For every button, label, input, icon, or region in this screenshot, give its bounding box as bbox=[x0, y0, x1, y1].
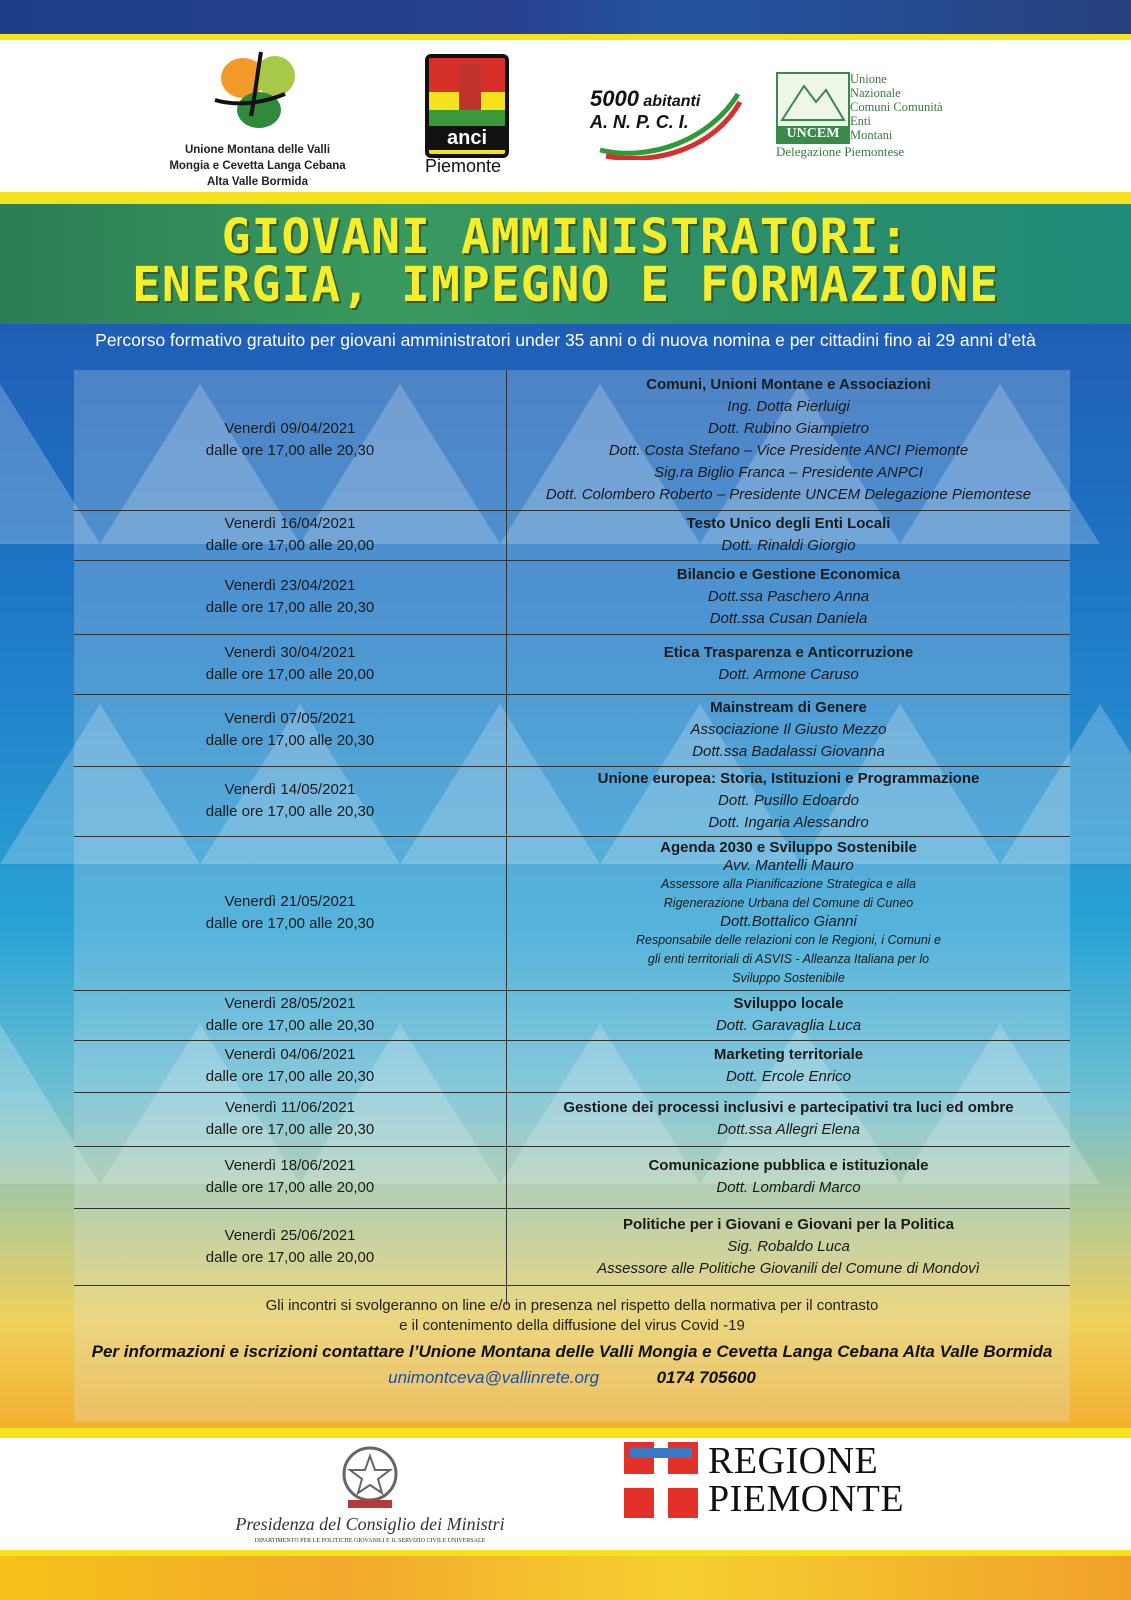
uncem-text-3: Comuni Comunità bbox=[850, 100, 943, 114]
session-date: Venerdì 04/06/2021 bbox=[224, 1046, 356, 1063]
session-time: dalle ore 17,00 alle 20,00 bbox=[205, 666, 375, 683]
uncem-logo bbox=[776, 72, 976, 192]
session-date-cell bbox=[74, 1092, 506, 1146]
session-speaker: Dott. Armone Caruso bbox=[718, 666, 859, 683]
session-topic: Etica Trasparenza e Anticorruzione bbox=[663, 644, 914, 661]
regione-line-1: REGIONE bbox=[708, 1440, 879, 1482]
covid-note-line-2: e il contenimento della diffusione del virus Covid -19 bbox=[399, 1317, 745, 1334]
unione-caption-line2: Mongia e Cevetta Langa Cebana bbox=[169, 160, 346, 172]
anpci-abitanti: abitanti bbox=[643, 93, 701, 110]
session-date: Venerdì 07/05/2021 bbox=[224, 710, 356, 727]
session-topic-cell bbox=[507, 694, 1070, 766]
session-time: dalle ore 17,00 alle 20,30 bbox=[205, 599, 375, 616]
session-date-cell bbox=[74, 694, 506, 766]
session-date: Venerdì 09/04/2021 bbox=[224, 420, 356, 437]
session-topic: Mainstream di Genere bbox=[710, 699, 867, 716]
anci-logo bbox=[413, 54, 513, 194]
session-topic: Agenda 2030 e Sviluppo Sostenibile bbox=[660, 838, 917, 856]
title-line-1: GIOVANI AMMINISTRATORI: bbox=[221, 209, 910, 265]
session-date: Venerdì 14/05/2021 bbox=[224, 781, 356, 798]
session-speaker: Assessore alle Politiche Giovanili del Comune di Mondovì bbox=[597, 1259, 980, 1277]
session-date-cell bbox=[74, 766, 506, 836]
session-date: Venerdì 28/05/2021 bbox=[224, 995, 356, 1012]
unione-caption-line3: Alta Valle Bormida bbox=[207, 176, 308, 188]
session-time: dalle ore 17,00 alle 20,30 bbox=[205, 442, 375, 459]
session-date: Venerdì 11/06/2021 bbox=[225, 1099, 355, 1116]
session-speaker: Avv. Mantelli Mauro bbox=[723, 856, 854, 874]
session-topic-cell bbox=[507, 766, 1070, 836]
contact-email-link[interactable]: unimontceva@vallinrete.org bbox=[388, 1368, 600, 1387]
session-speaker: Sig.ra Biglio Franca – Presidente ANPCI bbox=[654, 464, 923, 481]
session-topic-cell bbox=[507, 634, 1070, 694]
contact-details bbox=[74, 1368, 1070, 1388]
session-speaker: Dott.Bottalico Gianni bbox=[720, 912, 857, 930]
session-time: dalle ore 17,00 alle 20,30 bbox=[205, 732, 375, 749]
unione-montana-logo bbox=[165, 46, 350, 196]
anci-caption: Piemonte bbox=[424, 156, 502, 176]
session-speaker: Dott.ssa Allegri Elena bbox=[717, 1121, 860, 1138]
session-time: dalle ore 17,00 alle 20,30 bbox=[205, 1017, 375, 1034]
presidenza-logo bbox=[220, 1442, 520, 1550]
session-speaker-role: Rigenerazione Urbana del Comune di Cuneo bbox=[663, 895, 914, 910]
session-speaker-role: gli enti territoriali di ASVIS - Alleanza Italiana per lo bbox=[647, 951, 930, 966]
session-speaker: Dott. Pusillo Edoardo bbox=[718, 792, 859, 809]
session-topic: Marketing territoriale bbox=[713, 1046, 864, 1063]
session-date: Venerdì 16/04/2021 bbox=[224, 515, 356, 532]
session-date-cell bbox=[74, 510, 506, 560]
subtitle: Percorso formativo gratuito per giovani amministratori under 35 anni o di nuova nomina e per cittadini fino ai 29 anni d’età bbox=[95, 330, 1036, 350]
session-date-cell bbox=[74, 560, 506, 634]
header-logos bbox=[0, 40, 1131, 192]
session-topic: Comuni, Unioni Montane e Associazioni bbox=[646, 376, 931, 393]
session-topic-cell bbox=[507, 1092, 1070, 1146]
session-date-cell bbox=[74, 836, 506, 990]
session-speaker: Dott.ssa Badalassi Giovanna bbox=[692, 743, 885, 760]
session-speaker: Dott. Ercole Enrico bbox=[725, 1068, 852, 1085]
session-date: Venerdì 21/05/2021 bbox=[224, 893, 356, 910]
header-yellow-stripe bbox=[0, 192, 1131, 204]
session-topic-cell bbox=[507, 370, 1070, 510]
session-date: Venerdì 30/04/2021 bbox=[224, 644, 356, 661]
italian-emblem-icon bbox=[330, 1442, 410, 1510]
uncem-text-1: Unione bbox=[850, 72, 887, 86]
session-topic-cell bbox=[507, 1040, 1070, 1092]
session-speaker: Sig. Robaldo Luca bbox=[727, 1237, 850, 1255]
session-time: dalle ore 17,00 alle 20,30 bbox=[205, 1068, 375, 1085]
session-speaker: Associazione Il Giusto Mezzo bbox=[690, 721, 887, 738]
session-time: dalle ore 17,00 alle 20,30 bbox=[205, 803, 375, 820]
covid-note-line-1: Gli incontri si svolgeranno on line e/o in presenza nel rispetto della normativa per il contrasto bbox=[265, 1297, 879, 1314]
regione-shield-icon bbox=[624, 1442, 698, 1518]
anpci-acronym: A. N. P. C. I. bbox=[590, 112, 689, 132]
session-topic-cell bbox=[507, 836, 1070, 990]
session-speaker: Dott. Lombardi Marco bbox=[716, 1179, 861, 1196]
contact-intro: Per informazioni e iscrizioni contattare l’Unione Montana delle Valli Mongia e Cevetta Langa Cebana Alta Valle Bormida bbox=[91, 1342, 1053, 1361]
row-divider bbox=[74, 1285, 1070, 1286]
session-date-cell bbox=[74, 990, 506, 1040]
session-date: Venerdì 25/06/2021 bbox=[224, 1226, 356, 1244]
session-date: Venerdì 23/04/2021 bbox=[224, 577, 356, 594]
presidenza-subtitle: DIPARTIMENTO PER LE POLITICHE GIOVANILI E IL SERVIZIO CIVILE UNIVERSALE bbox=[254, 1538, 486, 1544]
session-topic: Comunicazione pubblica e istituzionale bbox=[648, 1157, 929, 1174]
uncem-text-2: Nazionale bbox=[850, 86, 901, 100]
footer-yellow-stripe bbox=[0, 1428, 1131, 1438]
unione-montana-emblem-icon bbox=[165, 46, 350, 141]
top-blue-band bbox=[0, 0, 1131, 34]
session-time: dalle ore 17,00 alle 20,30 bbox=[205, 915, 375, 932]
session-topic-cell bbox=[507, 560, 1070, 634]
session-speaker: Dott. Costa Stefano – Vice Presidente ANCI Piemonte bbox=[608, 442, 969, 459]
uncem-text-5: Montani bbox=[850, 128, 893, 142]
presidenza-title: Presidenza del Consiglio dei Ministri bbox=[235, 1514, 505, 1534]
bottom-band bbox=[0, 1556, 1131, 1600]
session-time: dalle ore 17,00 alle 20,30 bbox=[205, 1121, 375, 1138]
session-date-cell bbox=[74, 1146, 506, 1208]
session-time: dalle ore 17,00 alle 20,00 bbox=[205, 537, 375, 554]
session-topic-cell bbox=[507, 1208, 1070, 1285]
session-topic: Bilancio e Gestione Economica bbox=[676, 566, 901, 583]
uncem-badge: UNCEM bbox=[778, 126, 848, 142]
session-date-cell bbox=[74, 370, 506, 510]
session-time: dalle ore 17,00 alle 20,00 bbox=[205, 1248, 375, 1266]
contact-phone: 0174 705600 bbox=[656, 1368, 756, 1387]
session-topic-cell bbox=[507, 990, 1070, 1040]
uncem-mountain-icon bbox=[776, 72, 850, 144]
session-topic-cell bbox=[507, 510, 1070, 560]
session-speaker: Dott. Colombero Roberto – Presidente UNCEM Delegazione Piemontese bbox=[545, 486, 1032, 503]
session-date-cell bbox=[74, 1040, 506, 1092]
session-topic: Testo Unico degli Enti Locali bbox=[686, 515, 891, 532]
regione-piemonte-logo bbox=[624, 1438, 905, 1528]
anpci-logo bbox=[590, 80, 745, 160]
title-line-2: ENERGIA, IMPEGNO E FORMAZIONE bbox=[131, 257, 1000, 313]
schedule-table bbox=[74, 370, 1070, 1422]
session-date: Venerdì 18/06/2021 bbox=[224, 1157, 356, 1174]
uncem-caption: Delegazione Piemontese bbox=[776, 144, 905, 159]
session-topic: Sviluppo locale bbox=[733, 995, 844, 1012]
footer-logos bbox=[0, 1438, 1131, 1550]
session-speaker-role: Assessore alla Pianificazione Strategica e alla bbox=[661, 876, 916, 891]
anpci-number: 5000 bbox=[590, 86, 639, 111]
session-speaker: Dott.ssa Paschero Anna bbox=[707, 588, 870, 605]
session-time: dalle ore 17,00 alle 20,00 bbox=[205, 1179, 375, 1196]
uncem-text-4: Enti bbox=[850, 114, 871, 128]
session-speaker: Dott. Rubino Giampietro bbox=[708, 420, 869, 437]
anci-castle-icon bbox=[425, 54, 509, 158]
unione-caption-line1: Unione Montana delle Valli bbox=[184, 144, 331, 156]
session-date-cell bbox=[74, 634, 506, 694]
title-band bbox=[0, 204, 1131, 324]
session-speaker-role: Sviluppo Sostenibile bbox=[732, 970, 845, 985]
session-speaker: Ing. Dotta Pierluigi bbox=[727, 398, 850, 415]
session-topic: Gestione dei processi inclusivi e partecipativi tra luci ed ombre bbox=[563, 1099, 1014, 1116]
session-speaker: Dott.ssa Cusan Daniela bbox=[709, 610, 868, 627]
session-topic-cell bbox=[507, 1146, 1070, 1208]
session-speaker-role: Responsabile delle relazioni con le Regioni, i Comuni e bbox=[635, 932, 942, 947]
session-speaker: Dott. Garavaglia Luca bbox=[715, 1017, 862, 1034]
session-speaker: Dott. Ingaria Alessandro bbox=[708, 814, 869, 831]
regione-line-2: PIEMONTE bbox=[708, 1478, 905, 1520]
session-date-cell bbox=[74, 1208, 506, 1285]
session-topic: Unione europea: Storia, Istituzioni e Programmazione bbox=[597, 770, 980, 787]
session-topic: Politiche per i Giovani e Giovani per la Politica bbox=[623, 1215, 954, 1233]
session-speaker: Dott. Rinaldi Giorgio bbox=[721, 537, 856, 554]
anci-logo-text: anci bbox=[429, 126, 505, 150]
